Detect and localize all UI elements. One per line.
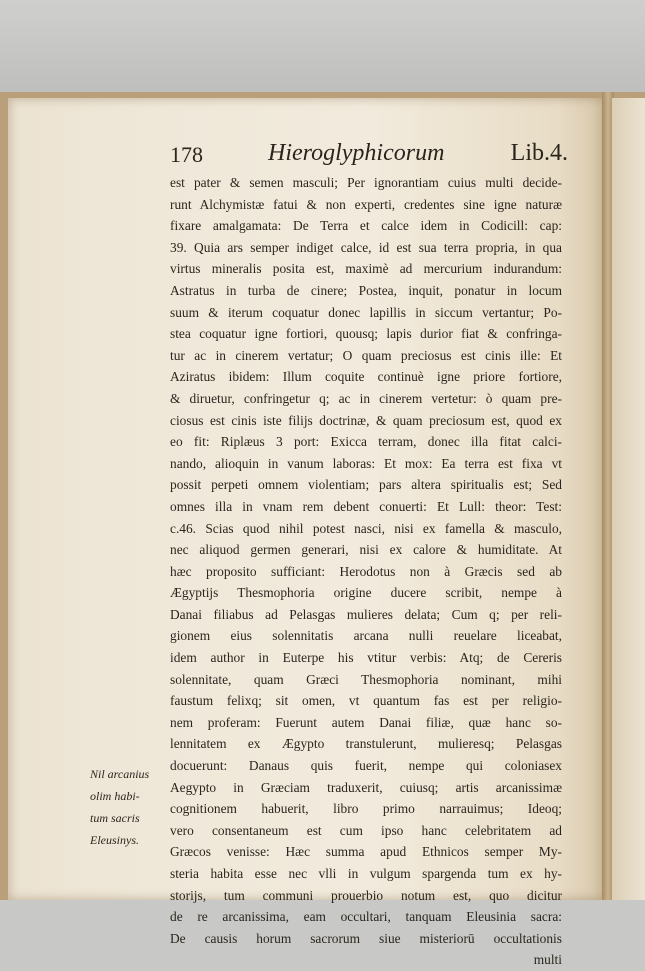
marginal-note-line: Nil arcanius	[90, 767, 150, 781]
text-line: Astratus in turba de cinere; Postea, inquit, ponatur in locum	[170, 282, 562, 298]
text-line: Ægyptijs Thesmophoria origine ducere scribit, nempe à	[170, 585, 562, 601]
marginal-note	[90, 763, 170, 851]
text-line: suum & iterum coquatur donec lapillis in siccum vertantur; Po-	[170, 304, 562, 320]
body-text	[170, 172, 562, 971]
page-number: 178	[170, 142, 203, 167]
text-line: est pater & semen masculi; Per ignorantiam cuius multi decide-	[170, 175, 562, 190]
text-line: faustum felixq; sit omen, vt quantum fas est per religio-	[170, 693, 562, 709]
text-line: Aziratus ibidem: Illum coquite continuè igne priore fortiore,	[170, 369, 562, 385]
background-surface	[0, 0, 645, 100]
marginal-note-line: tum sacris	[90, 811, 140, 825]
text-line: steria habita esse nec vlli in vulgum spargenda tum ex hy-	[170, 866, 562, 881]
text-line: lennitatem ex Ægypto transtulerunt, mulieresq; Pelasgas	[170, 736, 562, 752]
text-line: possit perpeti omnem violentiam; pars altera spiritualis est; Sed	[170, 477, 562, 493]
text-line: cognitionem habuerit, libro primo narrauimus; Ideoq;	[170, 801, 562, 817]
running-header	[170, 138, 568, 174]
text-line: solennitate, quam Græci Thesmophoria nominant, mihi	[170, 671, 562, 687]
running-title: Hieroglyphicorum	[268, 140, 445, 166]
text-line: virtus mineralis posita est, maximè ad mercurium indurandum:	[170, 261, 562, 277]
catchword: multi	[533, 952, 562, 968]
text-line: De causis horum sacrorum siue misteriorū occultationis	[170, 930, 562, 946]
text-line: fixare amalgamata: De Terra et calce idem in Codicill: cap:	[170, 218, 562, 234]
text-line: eo fit: Riplæus 3 port: Exicca terram, donec illa fitat calci-	[170, 434, 562, 450]
facing-page-edge	[612, 98, 645, 900]
text-line: Danai filiabus ad Pelasgas mulieres delata; Cum q; per reli-	[170, 606, 562, 622]
text-line: de re arcanissima, eam occultari, tanquam Eleusinia sacra:	[170, 909, 562, 925]
text-line: omnes illa in vnam rem debent conuerti: Et Lull: theor: Test:	[170, 498, 562, 514]
text-line: nec aliquod germen generari, nisi ex calore & humiditate. At	[170, 542, 562, 558]
text-line: tur ac in cinerem vertatur; O quam preciosus est cinis ille: Et	[170, 347, 562, 363]
text-line: & diruetur, confringetur q; ac in cinerem vertetur: ò quam pre-	[170, 390, 562, 406]
text-line: c.46. Scias quod nihil potest nasci, nisi ex famella & masculo,	[170, 520, 562, 536]
text-line: hæc proposito sufficiant: Herodotus non à Græcis sed ab	[170, 563, 562, 579]
text-line: nem proferam: Fuerunt autem Danai filiæ, quæ hanc so-	[170, 714, 562, 730]
text-line: idem author in Euterpe his vtitur verbis: Atq; de Cereris	[170, 650, 562, 666]
text-line: vero consentaneum est cum ipso hanc celebritatem ad	[170, 822, 562, 838]
marginal-note-line: Eleusinys.	[90, 833, 139, 847]
text-line: ciosus est cinis iste filijs doctrinæ, & quam preciosum est, quod ex	[170, 412, 562, 428]
text-line: runt Alchymistæ fatui & non experti, credentes sine igne naturæ	[170, 196, 562, 212]
text-line: stea coquatur igne fortiori, quousq; lapis durior fiat & confringa-	[170, 326, 562, 342]
text-line: docuerunt: Danaus quis fuerit, nempe qui coloniasex	[170, 758, 562, 774]
text-line: Græcos venisse: Hæc summa apud Ethnicos semper My-	[170, 844, 562, 860]
text-line: 39. Quia ars semper indiget calce, id est sua terra propria, in qua	[170, 239, 562, 255]
text-line: Aegypto in Græciam traduxerit, cuiusq; artis arcanissimæ	[170, 779, 562, 795]
marginal-note-line: olim habi-	[90, 789, 140, 803]
book-number: Lib.4.	[510, 140, 568, 166]
text-line: nando, alioquin in vanum laboras: Et mox: Ea terra est fixa vt	[170, 455, 562, 471]
text-line: storijs, tum communi prouerbio notum est, quo dicitur	[170, 887, 562, 903]
text-line: gionem eius solennitatis arcana nulli reuelare liceabat,	[170, 628, 562, 644]
